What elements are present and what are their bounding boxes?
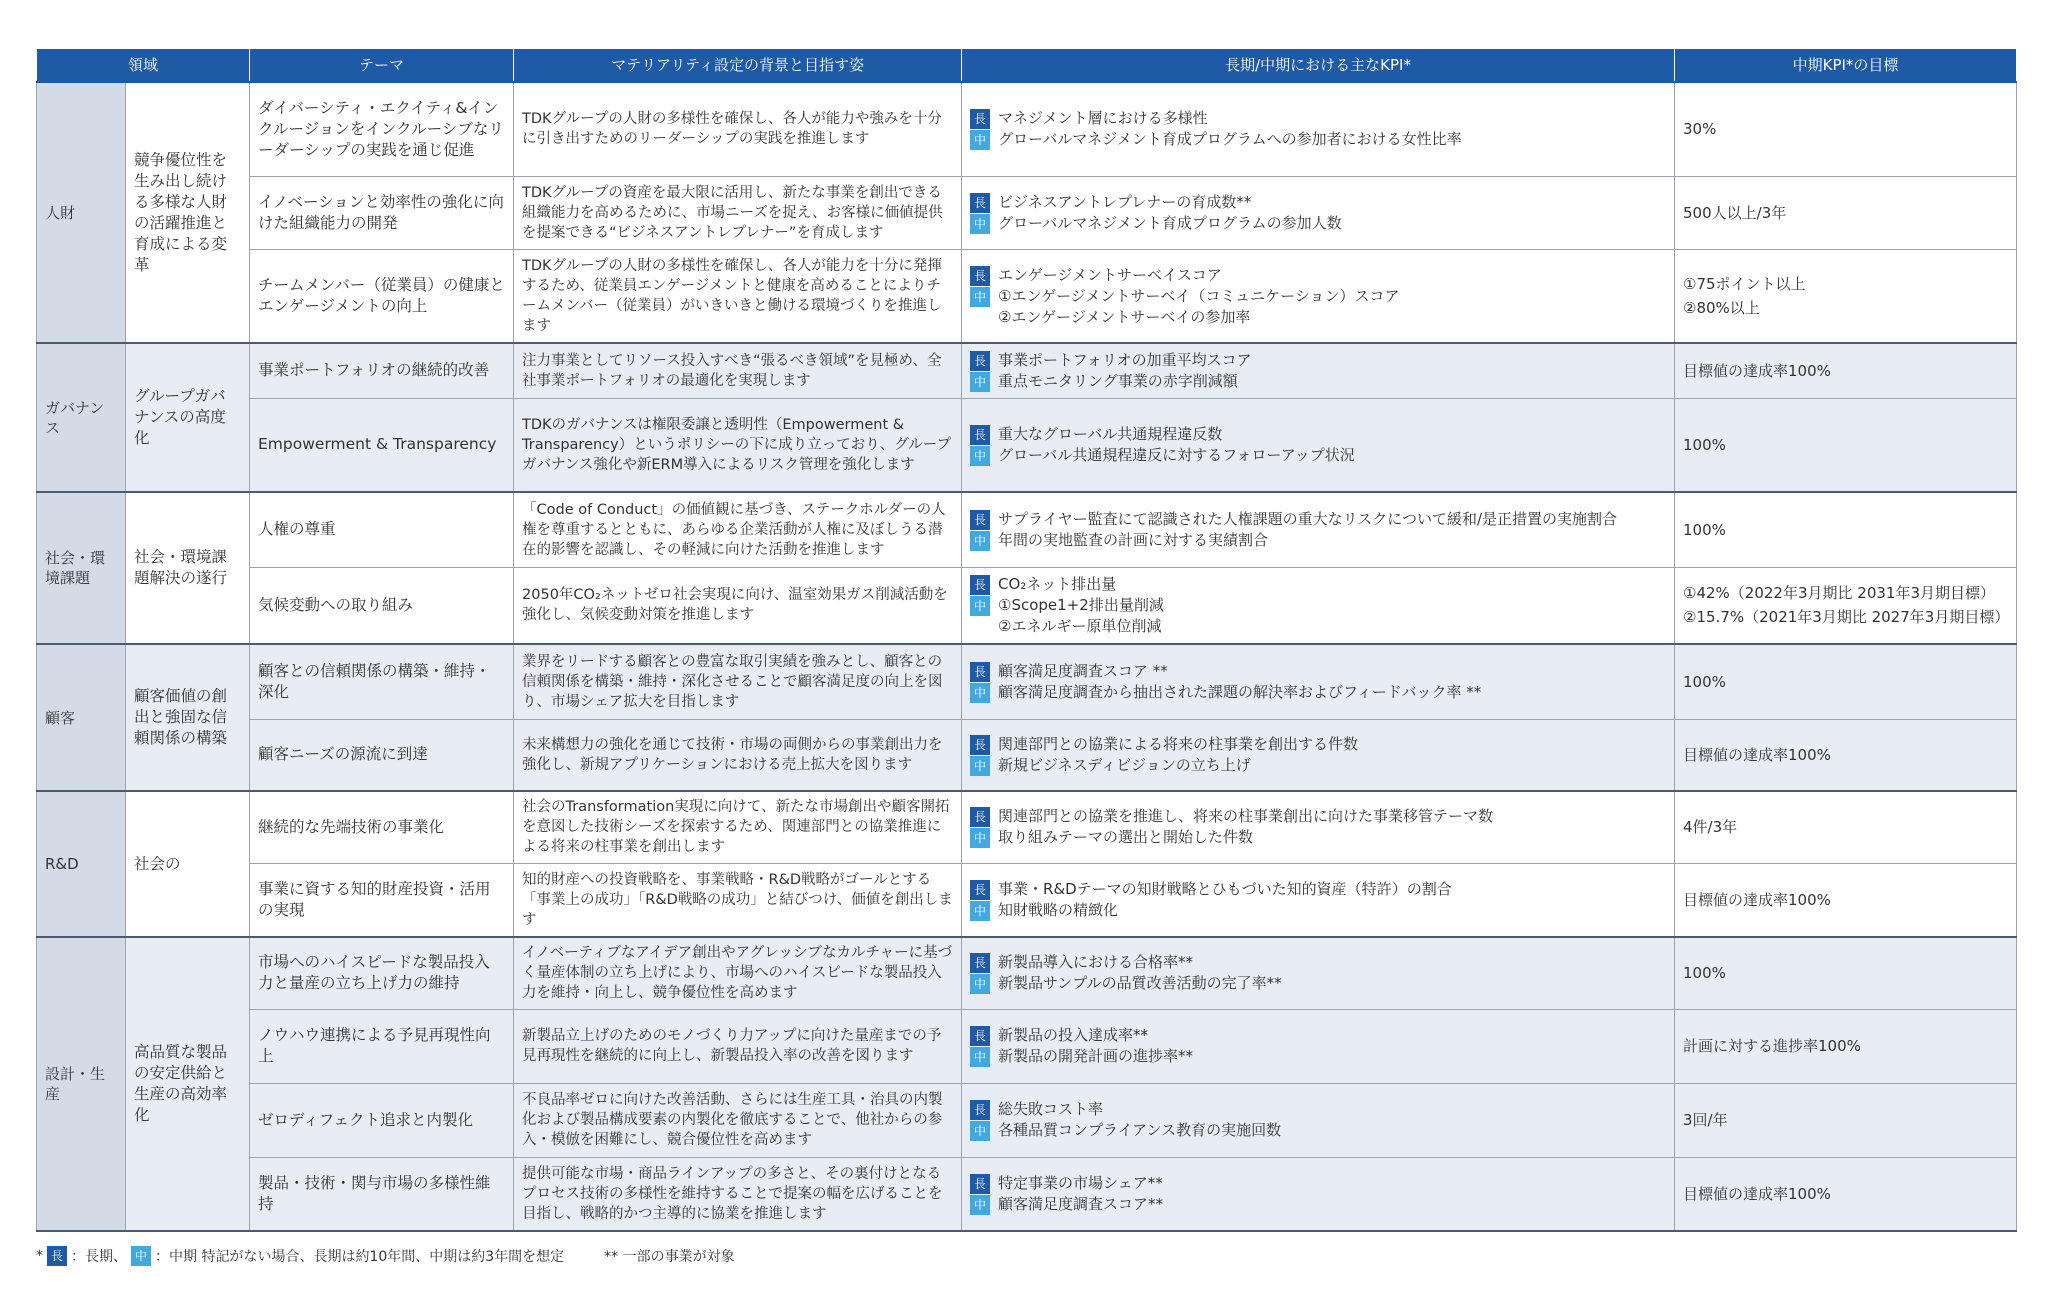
background-cell: TDKのガバナンスは権限委譲と透明性（Empowerment & Transparency）というポリシーの下に成り立っており、グループガバナンス強化や新ERM導入によるリスク管理を強化します — [514, 398, 962, 492]
kpi-long-line — [970, 108, 1666, 129]
long-term-tag: 長 — [970, 425, 990, 445]
long-term-tag: 長 — [970, 807, 990, 827]
domain-cell: R&D — [37, 791, 126, 937]
target-cell — [1675, 492, 2017, 567]
background-cell: 「Code of Conduct」の価値観に基づき、ステークホルダーの人権を尊重するとともに、あらゆる企業活動が人権に及ぼしうる潜在的影響を認識し、その軽減に向けた活動を推進します — [514, 492, 962, 567]
background-cell: TDKグループの資産を最大限に活用し、新たな事業を創出できる組織能力を高めるために、市場ニーズを捉え、お客様に価値提供を提案できる“ビジネスアントレプレナー”を育成します — [514, 176, 962, 249]
group-1 — [37, 343, 2017, 492]
group-4 — [37, 791, 2017, 937]
kpi-long-line — [970, 265, 1666, 286]
kpi-cell — [962, 719, 1675, 791]
kpi-long-text: 総失敗コスト率 — [998, 1100, 1104, 1118]
kpi-mid-line — [970, 1120, 1666, 1141]
target-cell — [1675, 719, 2017, 791]
table-row — [37, 791, 2017, 863]
target-cell — [1675, 249, 2017, 343]
long-term-tag: 長 — [970, 953, 990, 973]
kpi-mid-line — [970, 286, 1666, 307]
long-term-tag: 長 — [970, 575, 990, 595]
target-text: 3回/年 — [1683, 1111, 1728, 1129]
theme-cell: 顧客との信頼関係の構築・維持・深化 — [250, 644, 514, 719]
long-term-tag: 長 — [970, 1026, 990, 1046]
kpi-mid-line — [970, 827, 1666, 848]
table-row — [37, 343, 2017, 398]
group-3 — [37, 644, 2017, 791]
target-text: 30% — [1683, 120, 1717, 139]
kpi-mid-text: 新製品サンプルの品質改善活動の完了率** — [998, 974, 1282, 993]
theme-cell: ノウハウ連携による予見再現性向上 — [250, 1009, 514, 1083]
kpi-long-text: サプライヤー監査にて認識された人権課題の重大なリスクについて緩和/是正措置の実施割合 — [998, 509, 1618, 528]
kpi-cell — [962, 249, 1675, 343]
background-cell: 未来構想力の強化を通じて技術・市場の両側からの事業創出力を強化し、新規アプリケーションにおける売上拡大を図ります — [514, 719, 962, 791]
long-term-tag: 長 — [47, 1246, 67, 1266]
mid-term-tag: 中 — [970, 287, 990, 307]
kpi-cell — [962, 176, 1675, 249]
target-cell — [1675, 343, 2017, 398]
kpi-long-line — [970, 879, 1666, 900]
group-0 — [37, 82, 2017, 343]
group-5 — [37, 937, 2017, 1231]
long-term-tag: 長 — [970, 1100, 990, 1120]
kpi-long-line — [970, 661, 1666, 682]
mid-term-tag: 中 — [970, 130, 990, 150]
long-term-tag: 長 — [970, 662, 990, 682]
background-cell: 社会のTransformation実現に向けて、新たな市場創出や顧客開拓を意図した技術シーズを探索するため、関連部門との協業推進による将来の柱事業を創出します — [514, 791, 962, 863]
kpi-long-line — [970, 734, 1666, 755]
theme-cell: チームメンバー（従業員）の健康とエンゲージメントの向上 — [250, 249, 514, 343]
header-domain: 領域 — [37, 49, 250, 83]
kpi-mid-line — [970, 371, 1666, 392]
table-row — [37, 1009, 2017, 1083]
mid-term-tag: 中 — [970, 901, 990, 921]
table-row — [37, 719, 2017, 791]
mid-term-tag: 中 — [970, 372, 990, 392]
target-text: 100% — [1683, 672, 1726, 691]
kpi-cell — [962, 398, 1675, 492]
theme-cell: 継続的な先端技術の事業化 — [250, 791, 514, 863]
materiality-area-cell: グループガバナンスの高度化 — [126, 343, 250, 492]
kpi-mid-line — [970, 900, 1666, 921]
long-term-tag: 長 — [970, 351, 990, 371]
target-cell — [1675, 176, 2017, 249]
kpi-mid-text: ①Scope1+2排出量削減 — [998, 596, 1164, 615]
table-header — [37, 49, 2017, 83]
kpi-long-text: 新製品導入における合格率** — [998, 953, 1194, 972]
kpi-long-text: 顧客満足度調査スコア ** — [998, 661, 1168, 680]
target-cell — [1675, 863, 2017, 937]
kpi-cell — [962, 82, 1675, 176]
background-cell: イノベーティブなアイデア創出やアグレッシブなカルチャーに基づく量産体制の立ち上げにより、市場へのハイスピードな製品投入力を維持・向上し、競争優位性を高めます — [514, 937, 962, 1009]
target-text: 計画に対する進捗率100% — [1683, 1037, 1861, 1055]
table-row — [37, 863, 2017, 937]
kpi-long-line — [970, 192, 1666, 213]
theme-cell: 製品・技術・関与市場の多様性維持 — [250, 1157, 514, 1231]
kpi-cell — [962, 644, 1675, 719]
target-text: 500人以上/3年 — [1683, 203, 1787, 222]
kpi-long-text: 新製品の投入達成率** — [998, 1026, 1149, 1044]
kpi-long-line — [970, 1173, 1666, 1194]
long-term-tag: 長 — [970, 109, 990, 129]
table-row — [37, 1157, 2017, 1231]
kpi-mid-line — [970, 595, 1666, 616]
kpi-cell — [962, 567, 1675, 644]
kpi-cell — [962, 863, 1675, 937]
long-term-tag: 長 — [970, 266, 990, 286]
kpi-cell — [962, 1009, 1675, 1083]
materiality-table — [36, 48, 2017, 1232]
kpi-mid-text: 各種品質コンプライアンス教育の実施回数 — [998, 1121, 1282, 1139]
domain-cell: 顧客 — [37, 644, 126, 791]
theme-cell: 事業に資する知的財産投資・活用の実現 — [250, 863, 514, 937]
mid-term-tag: 中 — [970, 1047, 990, 1067]
target-cell — [1675, 1009, 2017, 1083]
kpi-cell — [962, 1157, 1675, 1231]
kpi-mid-text: ①エンゲージメントサーベイ（コミュニケーション）スコア — [998, 286, 1400, 305]
long-term-tag: 長 — [970, 193, 990, 213]
background-cell: 提供可能な市場・商品ラインアップの多さと、その裏付けとなるプロセス技術の多様性を維持することで提案の幅を広げることを目指し、戦略的かつ主導的に協業を推進します — [514, 1157, 962, 1231]
header-background: マテリアリティ設定の背景と目指す姿 — [514, 49, 962, 83]
table-row — [37, 492, 2017, 567]
kpi-long-line — [970, 424, 1666, 445]
kpi-mid-text: 顧客満足度調査から抽出された課題の解決率およびフィードバック率 ** — [998, 682, 1482, 701]
kpi-mid-text: グローバルマネジメント育成プログラムの参加人数 — [998, 213, 1342, 232]
kpi-mid-text: 新製品の開発計画の進捗率** — [998, 1047, 1194, 1065]
table-row — [37, 937, 2017, 1009]
mid-term-tag: 中 — [131, 1246, 151, 1266]
kpi-long-line — [970, 1099, 1666, 1120]
target-text: 4件/3年 — [1683, 818, 1738, 837]
kpi-long-line — [970, 509, 1666, 530]
target-text: 目標値の達成率100% — [1683, 1184, 1831, 1203]
mid-term-tag: 中 — [970, 1195, 990, 1215]
mid-term-tag: 中 — [970, 214, 990, 234]
kpi-long-text: 重大なグローバル共通規程違反数 — [998, 424, 1223, 443]
long-term-tag: 長 — [970, 510, 990, 530]
materiality-table-container — [36, 48, 2016, 1232]
footnote-mid-label: ：中期 特記がない場合、長期は約10年間、中期は約3年間を想定 — [155, 1249, 565, 1265]
header-theme: テーマ — [250, 49, 514, 83]
kpi-cell — [962, 492, 1675, 567]
theme-cell: ゼロディフェクト追求と内製化 — [250, 1083, 514, 1157]
domain-cell: 人財 — [37, 82, 126, 343]
kpi-cell — [962, 791, 1675, 863]
footnote-note2: ** 一部の事業が対象 — [604, 1249, 735, 1265]
kpi-long-line — [970, 350, 1666, 371]
kpi-mid-line — [970, 973, 1666, 994]
kpi-mid-text: グローバルマネジメント育成プログラムへの参加者における女性比率 — [998, 130, 1462, 149]
table-row — [37, 176, 2017, 249]
target-text: ①42%（2022年3月期比 2031年3月期目標） — [1683, 584, 1996, 603]
background-cell: 2050年CO₂ネットゼロ社会実現に向け、温室効果ガス削減活動を強化し、気候変動対策を推進します — [514, 567, 962, 644]
kpi-mid-text: 知財戦略の精緻化 — [998, 900, 1119, 919]
background-cell: TDKグループの人財の多様性を確保し、各人が能力を十分に発揮するため、従業員エンゲージメントと健康を高めることによりチームメンバー（従業員）がいきいきと働ける環境づくりを推進します — [514, 249, 962, 343]
target-cell — [1675, 1083, 2017, 1157]
target-cell — [1675, 398, 2017, 492]
theme-cell: 市場へのハイスピードな製品投入力と量産の立ち上げ力の維持 — [250, 937, 514, 1009]
target-text: 目標値の達成率100% — [1683, 890, 1831, 909]
kpi-mid-line — [970, 213, 1666, 234]
table-row — [37, 1083, 2017, 1157]
kpi-long-text: 事業・R&Dテーマの知財戦略とひもづいた知的資産（特許）の割合 — [998, 879, 1452, 898]
header-kpi: 長期/中期における主なKPI* — [962, 49, 1675, 83]
kpi-long-line — [970, 952, 1666, 973]
domain-cell: ガバナンス — [37, 343, 126, 492]
table-row — [37, 398, 2017, 492]
mid-term-tag: 中 — [970, 683, 990, 703]
background-cell: 業界をリードする顧客との豊富な取引実績を強みとし、顧客との信頼関係を構築・維持・深化させることで顧客満足度の向上を図り、市場シェア拡大を目指します — [514, 644, 962, 719]
kpi-mid-line — [970, 445, 1666, 466]
table-row — [37, 82, 2017, 176]
kpi-mid-text: 取り組みテーマの選出と開始した件数 — [998, 828, 1254, 847]
kpi-mid-sub-text: ②エンゲージメントサーベイの参加率 — [998, 307, 1251, 326]
background-cell: 不良品率ゼロに向けた改善活動、さらには生産工具・治具の内製化および製品構成要素の内製化を徹底することで、他社からの参入・模倣を困難にし、競合優位性を高めます — [514, 1083, 962, 1157]
kpi-long-text: 関連部門との協業による将来の柱事業を創出する件数 — [998, 734, 1359, 753]
kpi-mid-line — [970, 682, 1666, 703]
materiality-area-cell: 高品質な製品の安定供給と生産の高効率化 — [126, 937, 250, 1231]
kpi-long-text: エンゲージメントサーベイスコア — [998, 265, 1222, 284]
target-cell — [1675, 567, 2017, 644]
theme-cell: 気候変動への取り組み — [250, 567, 514, 644]
long-term-tag: 長 — [970, 735, 990, 755]
kpi-long-text: マネジメント層における多様性 — [998, 109, 1208, 128]
kpi-long-text: 関連部門との協業を推進し、将来の柱事業創出に向けた事業移管テーマ数 — [998, 807, 1494, 826]
kpi-cell — [962, 937, 1675, 1009]
kpi-mid-text: 新規ビジネスディビジョンの立ち上げ — [998, 755, 1251, 774]
target-text: ①75ポイント以上 — [1683, 274, 1806, 293]
target-text: 100% — [1683, 964, 1726, 983]
footnote-star: * — [36, 1248, 43, 1264]
kpi-long-text: 事業ポートフォリオの加重平均スコア — [998, 350, 1252, 369]
materiality-area-cell: 顧客価値の創出と強固な信頼関係の構築 — [126, 644, 250, 791]
kpi-long-line — [970, 806, 1666, 827]
kpi-long-text: CO₂ネット排出量 — [998, 575, 1117, 594]
materiality-area-cell: 社会・環境課題解決の遂行 — [126, 492, 250, 644]
table-row — [37, 567, 2017, 644]
kpi-mid-line — [970, 1194, 1666, 1215]
mid-term-tag: 中 — [970, 828, 990, 848]
kpi-cell — [962, 343, 1675, 398]
kpi-mid-line — [970, 1046, 1666, 1067]
group-2 — [37, 492, 2017, 644]
target-text: ②15.7%（2021年3月期比 2027年3月期目標） — [1683, 608, 2010, 627]
kpi-mid-line — [970, 755, 1666, 776]
target-cell — [1675, 644, 2017, 719]
kpi-long-line — [970, 574, 1666, 595]
mid-term-tag: 中 — [970, 531, 990, 551]
background-cell: 知的財産への投資戦略を、事業戦略・R&D戦略がゴールとする「事業上の成功」「R&D戦略の成功」と結びつけ、価値を創出します — [514, 863, 962, 937]
header-target: 中期KPI*の目標 — [1675, 49, 2017, 83]
kpi-mid-text: 年間の実地監査の計画に対する実績割合 — [998, 530, 1269, 549]
table-row — [37, 249, 2017, 343]
kpi-mid-text: グローバル共通規程違反に対するフォローアップ状況 — [998, 445, 1355, 464]
background-cell: TDKグループの人財の多様性を確保し、各人が能力や強みを十分に引き出すためのリーダーシップの実践を推進します — [514, 82, 962, 176]
kpi-mid-line — [970, 530, 1666, 551]
kpi-mid-sub-text: ②エネルギー原単位削減 — [998, 617, 1162, 636]
theme-cell: 人権の尊重 — [250, 492, 514, 567]
theme-cell: イノベーションと効率性の強化に向けた組織能力の開発 — [250, 176, 514, 249]
domain-cell: 設計・生産 — [37, 937, 126, 1231]
kpi-long-text: ビジネスアントレプレナーの育成数** — [998, 192, 1252, 211]
long-term-tag: 長 — [970, 1174, 990, 1194]
theme-cell: 事業ポートフォリオの継続的改善 — [250, 343, 514, 398]
kpi-cell — [962, 1083, 1675, 1157]
theme-cell: Empowerment & Transparency — [250, 398, 514, 492]
kpi-long-line — [970, 1025, 1666, 1046]
target-cell — [1675, 791, 2017, 863]
mid-term-tag: 中 — [970, 596, 990, 616]
mid-term-tag: 中 — [970, 974, 990, 994]
background-cell: 新製品立上げのためのモノづくり力アップに向けた量産までの予見再現性を継続的に向上し、新製品投入率の改善を図ります — [514, 1009, 962, 1083]
kpi-long-text: 特定事業の市場シェア** — [998, 1173, 1163, 1192]
target-text: ②80%以上 — [1683, 298, 1760, 317]
background-cell: 注力事業としてリソース投入すべき“張るべき領域”を見極め、全社事業ポートフォリオの最適化を実現します — [514, 343, 962, 398]
target-cell — [1675, 937, 2017, 1009]
target-text: 目標値の達成率100% — [1683, 745, 1831, 764]
target-text: 目標値の達成率100% — [1683, 361, 1831, 380]
footnote — [36, 1246, 735, 1266]
target-text: 100% — [1683, 520, 1726, 539]
table-row — [37, 644, 2017, 719]
target-cell — [1675, 1157, 2017, 1231]
theme-cell: ダイバーシティ・エクイティ&インクルージョンをインクルーシブなリーダーシップの実践を通じ促進 — [250, 82, 514, 176]
kpi-mid-text: 顧客満足度調査スコア** — [998, 1194, 1164, 1213]
mid-term-tag: 中 — [970, 1121, 990, 1141]
footnote-long-label: ：長期、 — [71, 1249, 127, 1265]
long-term-tag: 長 — [970, 880, 990, 900]
mid-term-tag: 中 — [970, 446, 990, 466]
theme-cell: 顧客ニーズの源流に到達 — [250, 719, 514, 791]
materiality-area-cell: 社会の — [126, 791, 250, 937]
target-cell — [1675, 82, 2017, 176]
materiality-area-cell: 競争優位性を生み出し続ける多様な人財の活躍推進と育成による変革 — [126, 82, 250, 343]
domain-cell: 社会・環境課題 — [37, 492, 126, 644]
mid-term-tag: 中 — [970, 756, 990, 776]
kpi-mid-line — [970, 129, 1666, 150]
kpi-mid-text: 重点モニタリング事業の赤字削減額 — [998, 371, 1238, 390]
target-text: 100% — [1683, 435, 1726, 454]
